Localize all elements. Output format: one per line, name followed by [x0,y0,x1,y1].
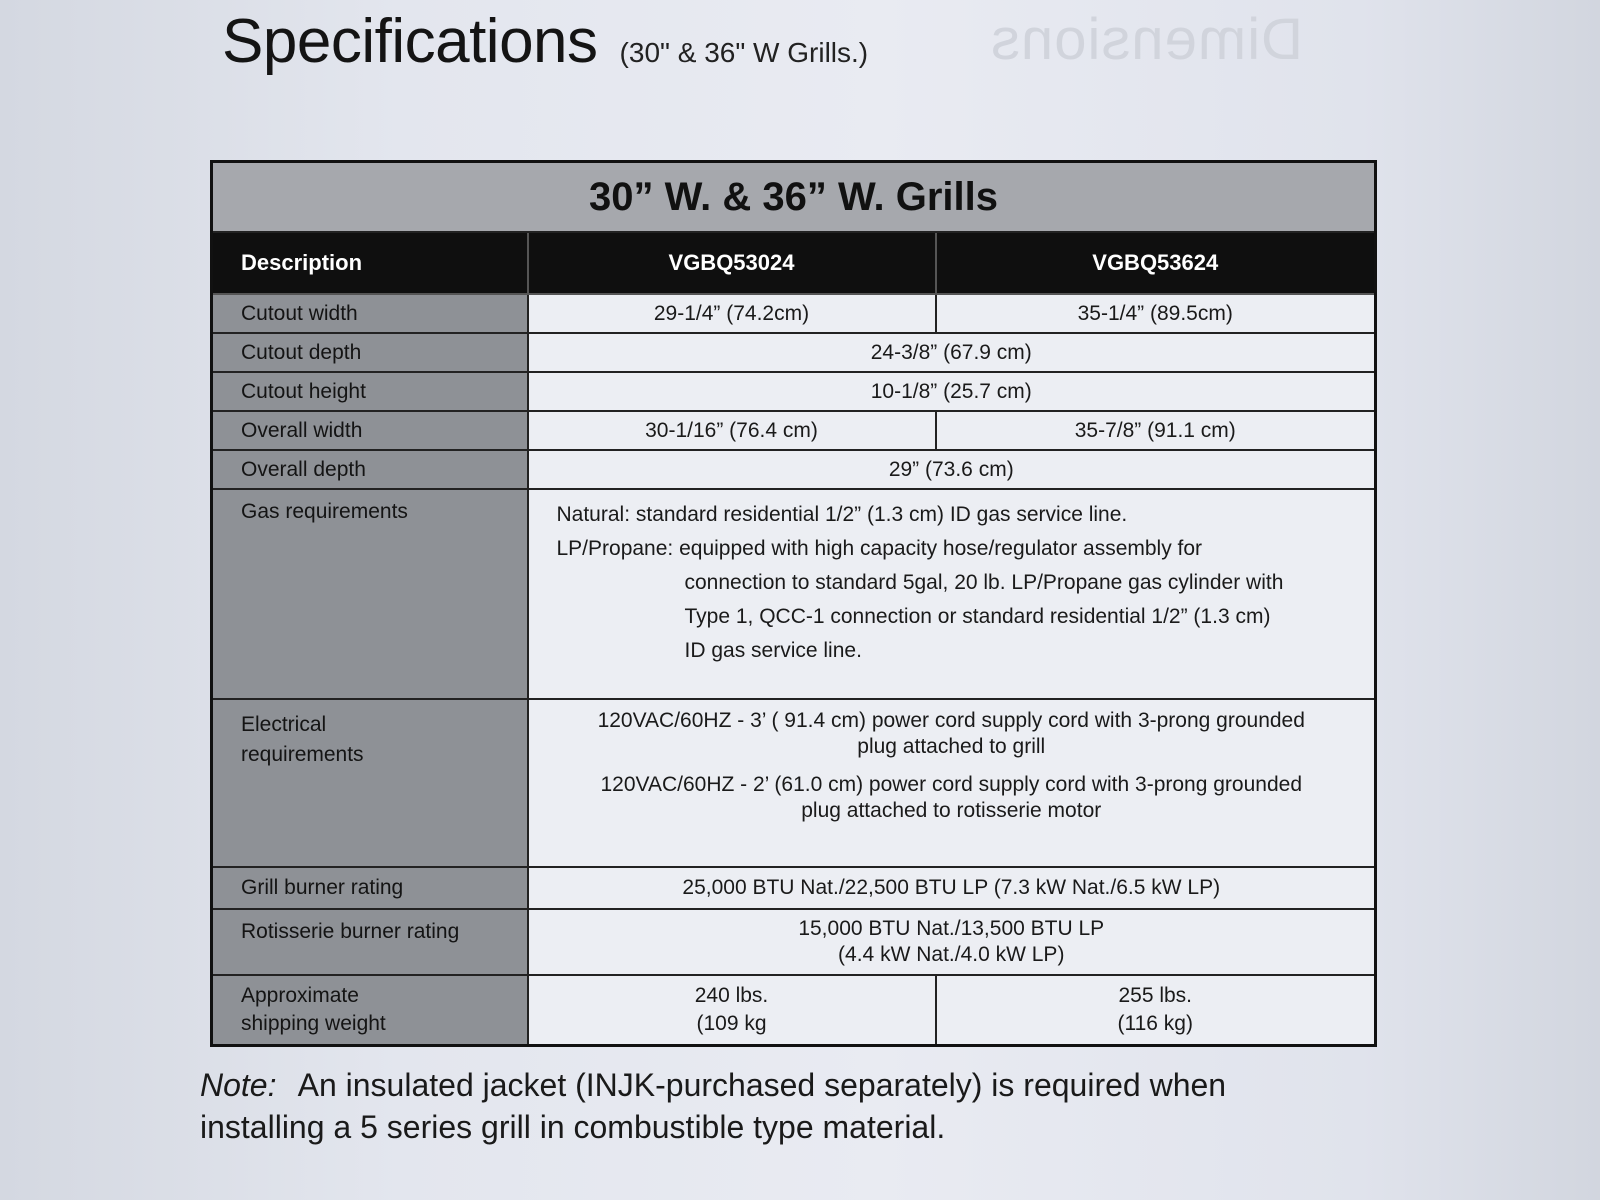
background-show-through-heading: Dimensions [990,7,1303,72]
row-label-line: requirements [241,743,364,766]
row-label: Rotisserie burner rating [212,909,528,975]
cell-value: 30-1/16” (76.4 cm) [528,411,936,450]
row-label: Grill burner rating [212,867,528,909]
spec-table [210,160,1377,1047]
text-line: 120VAC/60HZ - 3’ ( 91.4 cm) power cord supply cord with 3-prong grounded [597,709,1305,732]
row-label: Gas requirements [212,489,528,699]
text-line: 120VAC/60HZ - 2’ (61.0 cm) power cord supply cord with 3-prong grounded [600,773,1302,796]
page-title: Specifications [222,7,598,76]
table-banner: 30” W. & 36” W. Grills [212,162,1376,233]
row-label: Cutout width [212,294,528,333]
cell-value [528,909,1376,975]
gas-lp-line: Type 1, QCC-1 connection or standard residential 1/2” (1.3 cm) [684,605,1271,628]
table-row-cutout-width [212,294,1376,333]
table-row-rotisserie-burner-rating [212,909,1376,975]
electrical-grill-cord [545,708,1359,760]
text-line: 15,000 BTU Nat./13,500 BTU LP [798,917,1105,940]
row-label [212,975,528,1046]
note-prefix: Note: [200,1067,277,1103]
cell-value: 35-1/4” (89.5cm) [936,294,1376,333]
page-subtitle: (30" & 36" W Grills.) [619,37,869,68]
spec-table-container [210,160,1374,1047]
table-row-grill-burner-rating [212,867,1376,909]
cell-value [936,975,1376,1046]
note-text: An insulated jacket (INJK-purchased separately) is required when installing a 5 series grill in combustible type material. [200,1067,1227,1145]
row-label: Overall width [212,411,528,450]
gas-lp-line: LP/Propane: equipped with high capacity hose/regulator assembly for [556,537,1203,560]
text-line: 255 lbs. [1118,984,1193,1007]
table-row-cutout-height [212,372,1376,411]
row-label: Overall depth [212,450,528,489]
text-line: plug attached to grill [857,735,1046,758]
cell-value: 10-1/8” (25.7 cm) [528,372,1376,411]
column-header-vgbq53024: VGBQ53024 [528,232,936,294]
row-label [212,699,528,867]
table-row-shipping-weight [212,975,1376,1046]
cell-value: 29-1/4” (74.2cm) [528,294,936,333]
cell-value: 29” (73.6 cm) [528,450,1376,489]
column-header-vgbq53624: VGBQ53624 [936,232,1376,294]
row-label-line: shipping weight [241,1012,386,1035]
text-line: (116 kg) [1117,1012,1193,1035]
row-label-line: Electrical [241,713,327,736]
gas-natural-line: Natural: standard residential 1/2” (1.3 cm) ID gas service line. [556,503,1128,526]
cell-value: 35-7/8” (91.1 cm) [936,411,1376,450]
table-row-cutout-depth [212,333,1376,372]
table-row-electrical-requirements [212,699,1376,867]
table-row-gas-requirements [212,489,1376,699]
row-label: Cutout height [212,372,528,411]
electrical-rotisserie-cord [545,772,1359,824]
cell-value: 25,000 BTU Nat./22,500 BTU LP (7.3 kW Nat./6.5 kW LP) [528,867,1376,909]
cell-value [528,975,936,1046]
row-label-line: Approximate [241,984,359,1007]
table-row-overall-width [212,411,1376,450]
cell-value: 24-3/8” (67.9 cm) [528,333,1376,372]
text-line: 240 lbs. [694,984,769,1007]
note-paragraph [200,1064,1350,1148]
table-row-overall-depth [212,450,1376,489]
electrical-requirements-text [528,699,1376,867]
column-header-description: Description [212,232,528,294]
gas-requirements-text [528,489,1376,699]
text-line: (109 kg [696,1012,767,1035]
row-label: Cutout depth [212,333,528,372]
gas-lp-line: connection to standard 5gal, 20 lb. LP/Propane gas cylinder with [684,571,1284,594]
table-header-row [212,232,1376,294]
table-banner-row [212,162,1376,233]
text-line: plug attached to rotisserie motor [801,799,1102,822]
title-row [222,6,868,77]
gas-lp-line: ID gas service line. [684,639,862,662]
text-line: (4.4 kW Nat./4.0 kW LP) [838,943,1065,966]
